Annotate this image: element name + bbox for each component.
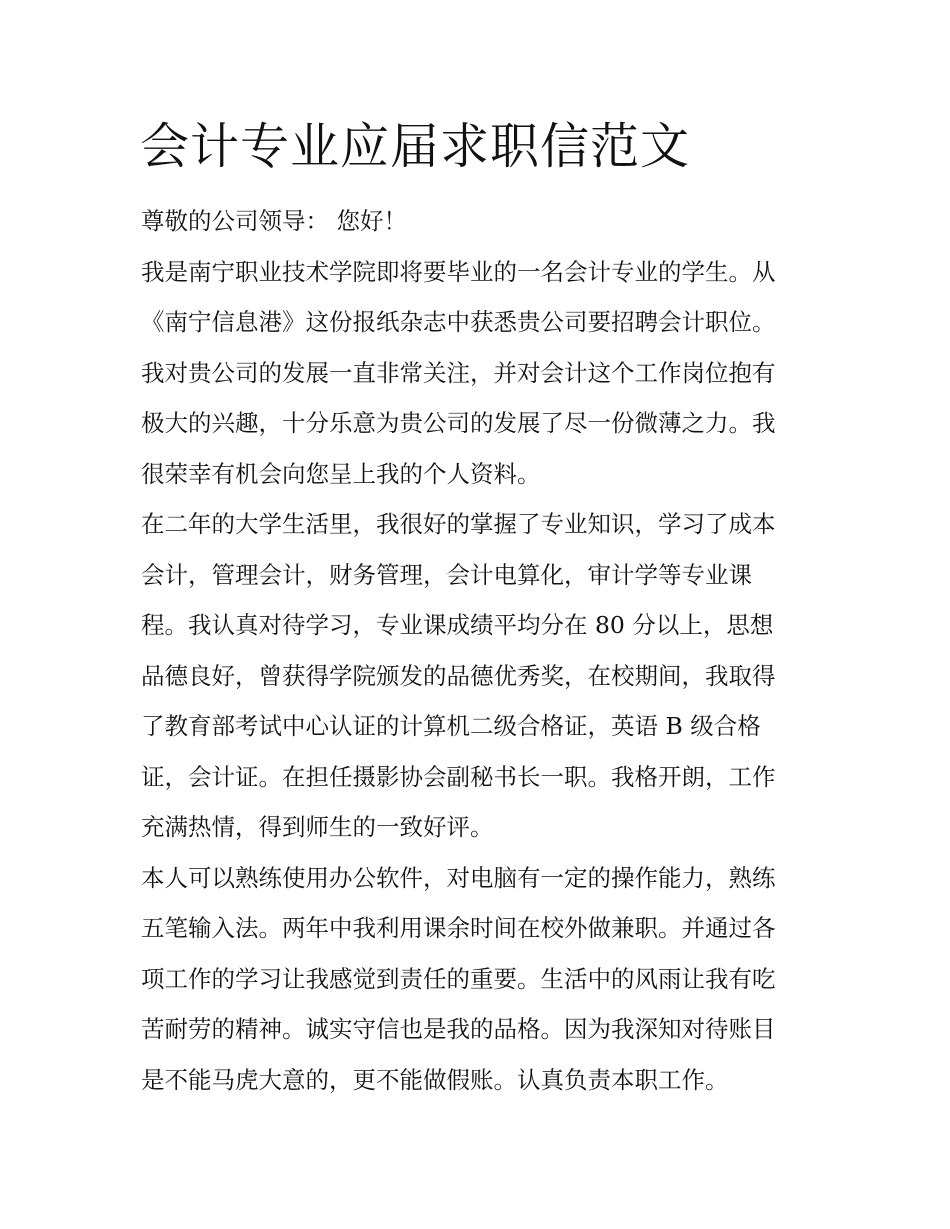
body-line: 极大的兴趣，十分乐意为贵公司的发展了尽一份微薄之力。我	[141, 409, 776, 437]
body-line: 五笔输入法。两年中我利用课余时间在校外做兼职。并通过各	[141, 914, 776, 942]
body-line: 苦耐劳的精神。诚实守信也是我的品格。因为我深知对待账目	[141, 1015, 776, 1043]
document-title: 会计专业应届求职信范文	[140, 118, 691, 175]
body-line: 了教育部考试中心认证的计算机二级合格证，英语 B 级合格	[141, 712, 761, 740]
body-line: 品德良好，曾获得学院颁发的品德优秀奖，在校期间，我取得	[141, 661, 776, 690]
body-line: 充满热情，得到师生的一致好评。	[141, 813, 494, 841]
body-line: 我是南宁职业技术学院即将要毕业的一名会计专业的学生。从	[141, 257, 776, 286]
body-line: 证，会计证。在担任摄影协会副秘书长一职。我格开朗，工作	[141, 762, 776, 791]
body-line: 很荣幸有机会向您呈上我的个人资料。	[141, 459, 541, 488]
body-line: 程。我认真对待学习，专业课成绩平均分在 80 分以上，思想	[141, 611, 774, 639]
document-body	[141, 196, 821, 1105]
body-line: 在二年的大学生活里，我很好的掌握了专业知识，学习了成本	[141, 510, 776, 538]
body-line: 我对贵公司的发展一直非常关注，并对会计这个工作岗位抱有	[141, 358, 776, 387]
body-line: 是不能马虎大意的，更不能做假账。认真负责本职工作。	[141, 1065, 729, 1094]
body-line: 会计，管理会计，财务管理，会计电算化，审计学等专业课	[141, 560, 752, 589]
body-line: 《南宁信息港》这份报纸杂志中获悉贵公司要招聘会计职位。	[141, 308, 776, 336]
body-line: 本人可以熟练使用办公软件，对电脑有一定的操作能力，熟练	[141, 863, 776, 892]
body-line: 项工作的学习让我感觉到责任的重要。生活中的风雨让我有吃	[141, 964, 776, 993]
body-line-greeting: 尊敬的公司领导： 您好！	[141, 207, 407, 235]
